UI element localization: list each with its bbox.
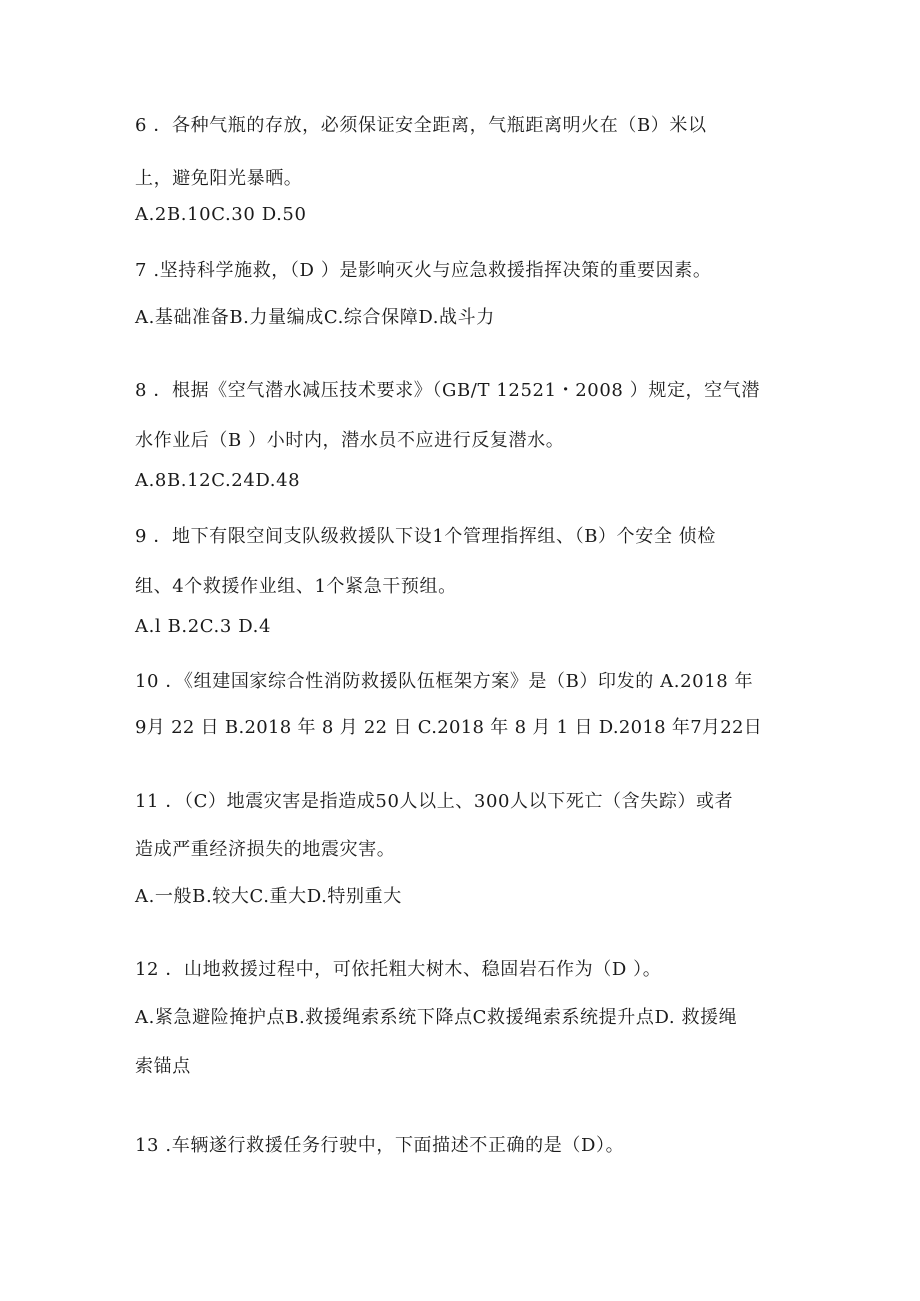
question-11-line-1: 11 ．（C）地震灾害是指造成50人以上、300人以下死亡（含失踪）或者 (135, 791, 734, 812)
question-11-line-2: 造成严重经济损失的地震灾害。 (135, 839, 396, 860)
question-6-line-2: 上，避免阳光暴晒。 (135, 168, 303, 189)
question-8-line-1: 8 ．根据《空气潜水减压技术要求》（GB/T 12521・2008 ）规定，空气潜 (135, 380, 760, 401)
question-9-line-2: 组、4个救援作业组、1个紧急干预组。 (135, 576, 457, 597)
question-11-options: A.一般B.较大C.重大D.特别重大 (135, 886, 402, 907)
question-7-options: A.基础准备B.力量编成C.综合保障D.战斗力 (135, 307, 495, 328)
question-7-line-1: 7 .坚持科学施救，（D ）是影响灭火与应急救援指挥决策的重要因素。 (135, 260, 712, 281)
question-8-options: A.8B.12C.24D.48 (135, 470, 301, 491)
question-8-line-2: 水作业后（B ）小时内，潜水员不应进行反复潜水。 (135, 430, 565, 451)
question-10-line-1: 10 ．《组建国家综合性消防救援队伍框架方案》是（B）印发的 A.2018 年 (135, 671, 754, 692)
question-9-line-1: 9 ．地下有限空间支队级救援队下设1个管理指挥组、（B）个安全 侦检 (135, 526, 716, 547)
question-12-line-1: 12 ．山地救援过程中，可依托粗大树木、稳固岩石作为（D ）。 (135, 959, 662, 980)
question-10-line-2: 9月 22 日 B.2018 年 8 月 22 日 C.2018 年 8 月 1 日 D.2018 年7月22日 (135, 717, 763, 738)
question-12-options: A.紧急避险掩护点B.救援绳索系统下降点C救援绳索系统提升点D. 救援绳 (135, 1007, 738, 1028)
question-9-options: A.l B.2C.3 D.4 (135, 616, 271, 637)
question-6-options: A.2B.10C.30 D.50 (135, 204, 307, 225)
question-6-line-1: 6 ．各种气瓶的存放，必须保证安全距离，气瓶距离明火在（B）米以 (135, 115, 707, 136)
question-12-options-continued: 索锚点 (135, 1056, 191, 1077)
question-13-line-1: 13 .车辆遂行救援任务行驶中，下面描述不正确的是（D）。 (135, 1135, 625, 1156)
